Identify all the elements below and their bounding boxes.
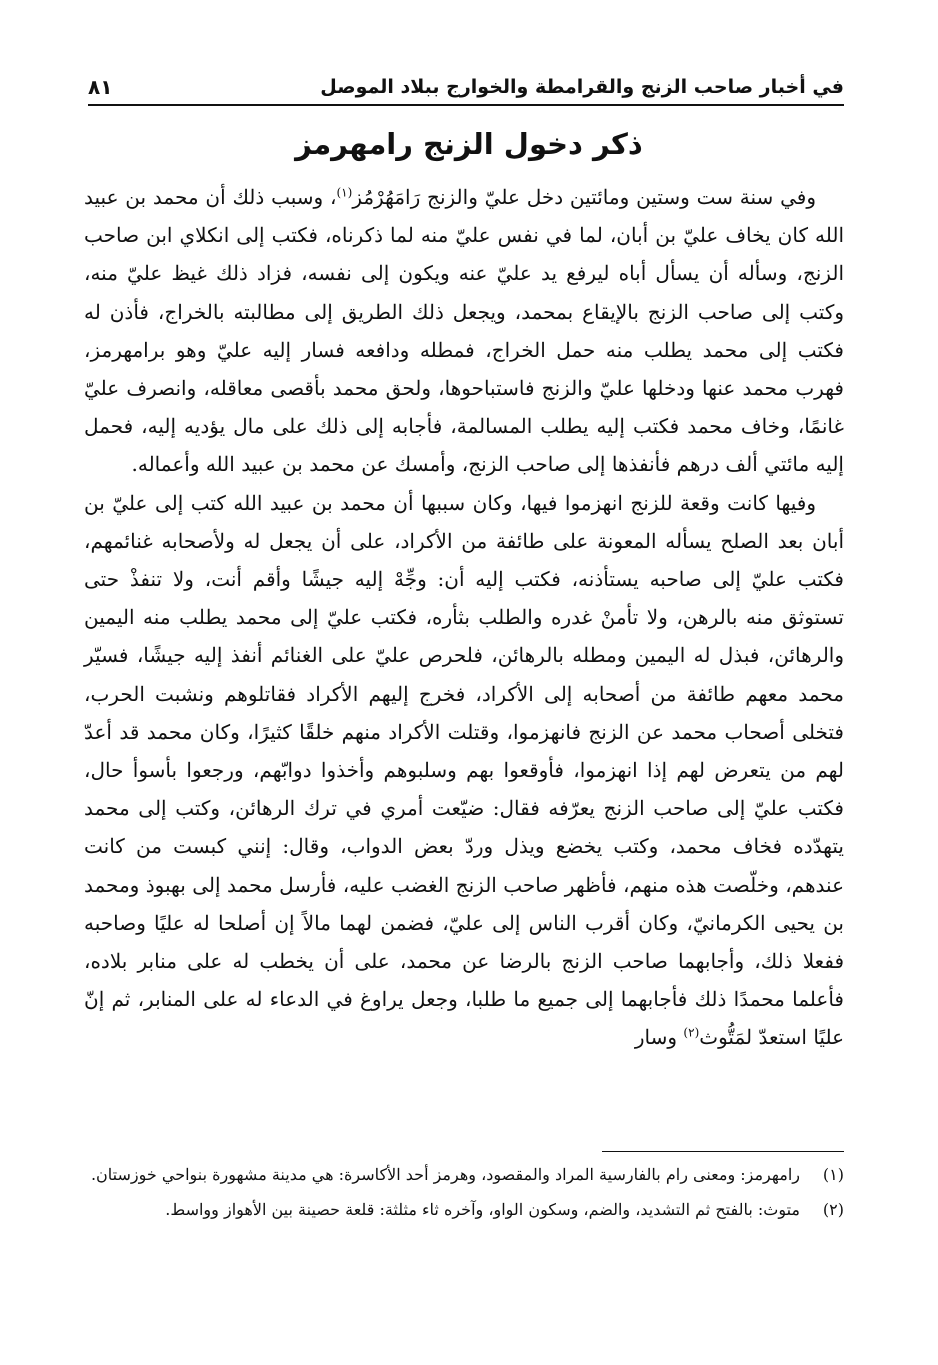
footnote-1 (84, 1160, 844, 1189)
paragraph-text: وفيها كانت وقعة للزنج انهزموا فيها، وكان سببها أن محمد بن عبيد الله كتب إلى عليّ بن أبان بعد الصلح يسأله المعونة على طائفة من الأكراد، على أن يجعل له ولأصحابه غنائمهم، فكتب عليّ إلى صاحبه يستأذنه، فكتب إليه أن: وجِّهْ إليه جيشًا وأقم أنت، ولا تنفذْ حتى تستوثق منه بالرهن، ولا تأمنْ غدره والطلب بثأره، فكتب عليّ إلى محمد يطلب منه اليمين والرهائن، فبذل له اليمين ومطله بالرهائن، فلحرص عليّ على الغنائم أنفذ إليه جيشًا، فسيّر محمد معهم طائفة من أصحابه إلى الأكراد، فخرج إليهم الأكراد فقاتلوهم ونشبت الحرب، فتخلى أصحاب محمد عن الزنج فانهزموا، وقتلت الأكراد منهم خلقًا كثيرًا، وكان محمد قد أعدّ لهم من يتعرض لهم إذا انهزموا، فأوقعوا بهم وسلبوهم وأخذوا دوابّهم، ورجعوا بأسوأ حال، فكتب عليّ إلى صاحب الزنج يعرّفه فقال: ضيّعت أمري في ترك الرهائن، وكتب إلى محمد يتهدّده فخاف محمد، وكتب يخضع ويذل وردّ بعض الدواب، وقال: إنني كبست من كانت عندهم، وخلّصت هذه منهم، فأظهر صاحب الزنج الغضب عليه، فأرسل محمد إلى بهبوذ ومحمد بن يحيى الكرمانيّ، وكان أقرب الناس إلى عليّ، فضمن لهما مالاً إن أصلحا له عليًا وصاحبه ففعلا ذلك، وأجابهما صاحب الزنج بالرضا عن محمد، على أن يخطب له على منابر بلاده، فأعلما محمدًا ذلك فأجابهما إلى جميع ما طلبا، وجعل يراوغ في الدعاء له على المنابر، ثم إنّ عليًا استعدّ لمَتُّوث (84, 490, 844, 1050)
section-title: ذكر دخول الزنج رامهرمز (295, 127, 643, 161)
paragraph-text: وفي سنة ست وستين ومائتين دخل عليّ والزنج رَامَهُرْمُز (352, 185, 817, 209)
body-text (84, 178, 844, 1057)
footnote-text: رامهرمز: ومعنى رام بالفارسية المراد والمقصود، وهرمز أحد الأكاسرة: هي مدينة مشهورة بنواحي خوزستان. (90, 1165, 800, 1184)
running-header (88, 60, 844, 100)
paragraph-2 (84, 484, 844, 1057)
footnote-marker-1: (١) (336, 185, 353, 200)
footnote-number: (٢) (822, 1200, 844, 1219)
footnote-marker-2: (٢) (683, 1025, 700, 1040)
paragraph-text: ، وسبب ذلك أن محمد بن عبيد الله كان يخاف عليّ بن أبان، لما في نفس عليّ منه لما ذكرناه، فكتب إلى انكلاي ابن صاحب الزنج، وسأله أن يسأل أباه ليرفع يد عليّ عنه ويكون إلى نفسه، فزاد ذلك غيظ عليّ منه، وكتب إلى صاحب الزنج بالإيقاع بمحمد، ويجعل ذلك الطريق إلى مطالبته بالخراج، فأذن له فكتب إلى محمد يطلب منه حمل الخراج، فمطله ودافعه فسار إليه عليّ وهو برامهرمز، فهرب محمد عنها ودخلها عليّ والزنج فاستباحوها، ولحق محمد بأقصى معاقله، وانصرف عليّ غانمًا، وخاف محمد فكتب إليه يطلب المسالمة، فأجابه إلى ذلك على مال يؤديه إليه، فحمل إليه مائتي ألف درهم فأنفذها إلى صاحب الزنج، وأمسك عن محمد بن عبيد الله وأعماله. (84, 185, 844, 477)
footnote-2 (84, 1195, 844, 1224)
paragraph-text: وسار (634, 1025, 684, 1050)
footnote-number: (١) (822, 1165, 844, 1184)
header-rule (88, 104, 844, 106)
paragraph-1 (84, 178, 844, 484)
page-number: ٨١ (88, 75, 113, 99)
footnote-text: متوث: بالفتح ثم التشديد، والضم، وسكون الواو، وآخره ثاء مثلثة: قلعة حصينة بين الأهواز وواسط. (165, 1200, 800, 1219)
footnote-separator (602, 1151, 844, 1152)
footnotes (84, 1160, 844, 1230)
running-header-title: في أخبار صاحب الزنج والقرامطة والخوارج ببلاد الموصل (320, 76, 844, 98)
